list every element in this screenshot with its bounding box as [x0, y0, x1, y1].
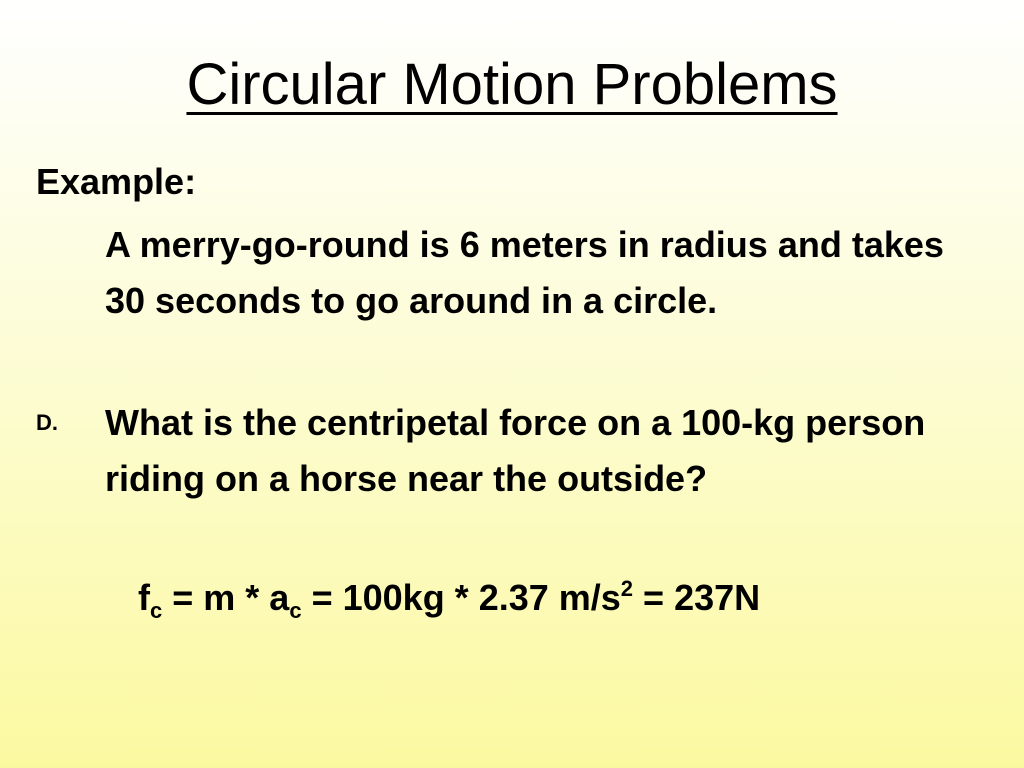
- question-marker: D.: [36, 410, 58, 435]
- equation-part-1: = m * a: [162, 577, 290, 618]
- equation-part-2: = 100kg * 2.37 m/s: [301, 577, 621, 618]
- example-label: Example:: [36, 161, 197, 202]
- equation-superscript: 2: [620, 576, 634, 601]
- equation-result: = 237N: [633, 577, 761, 618]
- equation: [138, 570, 760, 626]
- equation-a-subscript: c: [289, 598, 302, 623]
- equation-f: f: [138, 577, 150, 618]
- example-paragraph: A merry-go-round is 6 meters in radius and takes 30 seconds to go around in a circle.: [105, 224, 944, 321]
- slide-title: Circular Motion Problems: [186, 52, 838, 117]
- question-item: [36, 395, 986, 507]
- equation-f-subscript: c: [150, 598, 163, 623]
- question-text: What is the centripetal force on a 100-kg person riding on a horse near the outside?: [105, 402, 926, 499]
